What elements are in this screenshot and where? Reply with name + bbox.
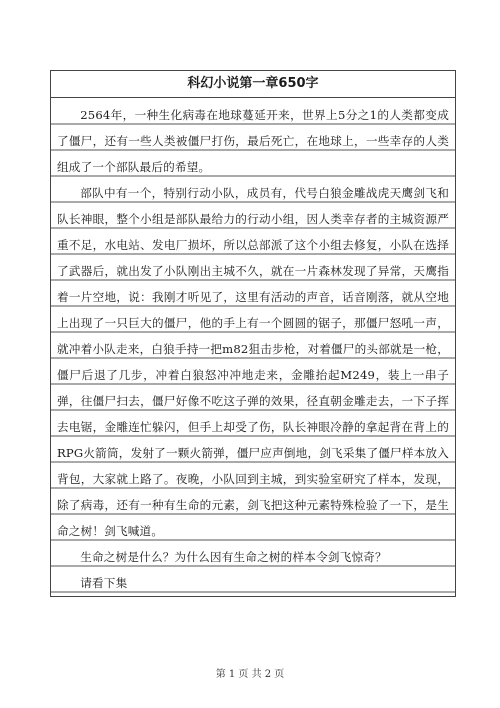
document-body bbox=[51, 98, 456, 597]
document-title: 科幻小说第一章650字 bbox=[51, 71, 456, 98]
paragraph-2: 部队中有一个，特别行动小队，成员有，代号白狼金雕战虎天鹰剑飞和队长神眼，整个小组是部队最给力的行动小组，因人类幸存者的主城资源严重不足，水电站、发电厂损坏，所以总部派了这个小组去修复，小队在选择了武器后，就出发了小队刚出主城不久，就在一片森林发现了异常，天鹰指着一片空地，说：我刚才听见了，这里有活动的声音，话音刚落，就从空地上出现了一只巨大的僵尸，他的手上有一个圆圆的锯子，那僵尸怒吼一声，就冲着小队走来，白狼手持一把m82狙击步枪，对着僵尸的头部就是一枪，僵尸后退了几步，冲着白狼怒冲冲地走来，金雕抬起M249，装上一串子弹，往僵尸扫去，僵尸好像不吃这子弹的效果，径直朝金雕走去，一下子挥去电锯，金雕连忙躲闪，但手上却受了伤，队长神眼冷静的拿起背在背上的RPG火箭筒，发射了一颗火箭弹，僵尸应声倒地，剑飞采集了僵尸样本放入背包，大家就上路了。夜晚，小队回到主城，到实验室研究了样本，发现，除了病毒，还有一种有生命的元素，剑飞把这种元素特殊检验了一下，是生命之树！剑飞喊道。 bbox=[57, 186, 450, 538]
page-number: 第 1 页 共 2 页 bbox=[215, 669, 285, 680]
paragraph-1: 2564年，一种生化病毒在地球蔓延开来，世界上5分之1的人类都变成了僵尸，还有一些人类被僵尸打伤，最后死亡，在地球上，一些幸存的人类组成了一个部队最后的希望。 bbox=[57, 108, 449, 174]
paragraph-3: 生命之树是什么？为什么因有生命之树的样本令剑飞惊奇？ bbox=[80, 550, 387, 564]
paragraph-4: 请看下集 bbox=[80, 576, 128, 590]
document-table bbox=[50, 70, 456, 597]
